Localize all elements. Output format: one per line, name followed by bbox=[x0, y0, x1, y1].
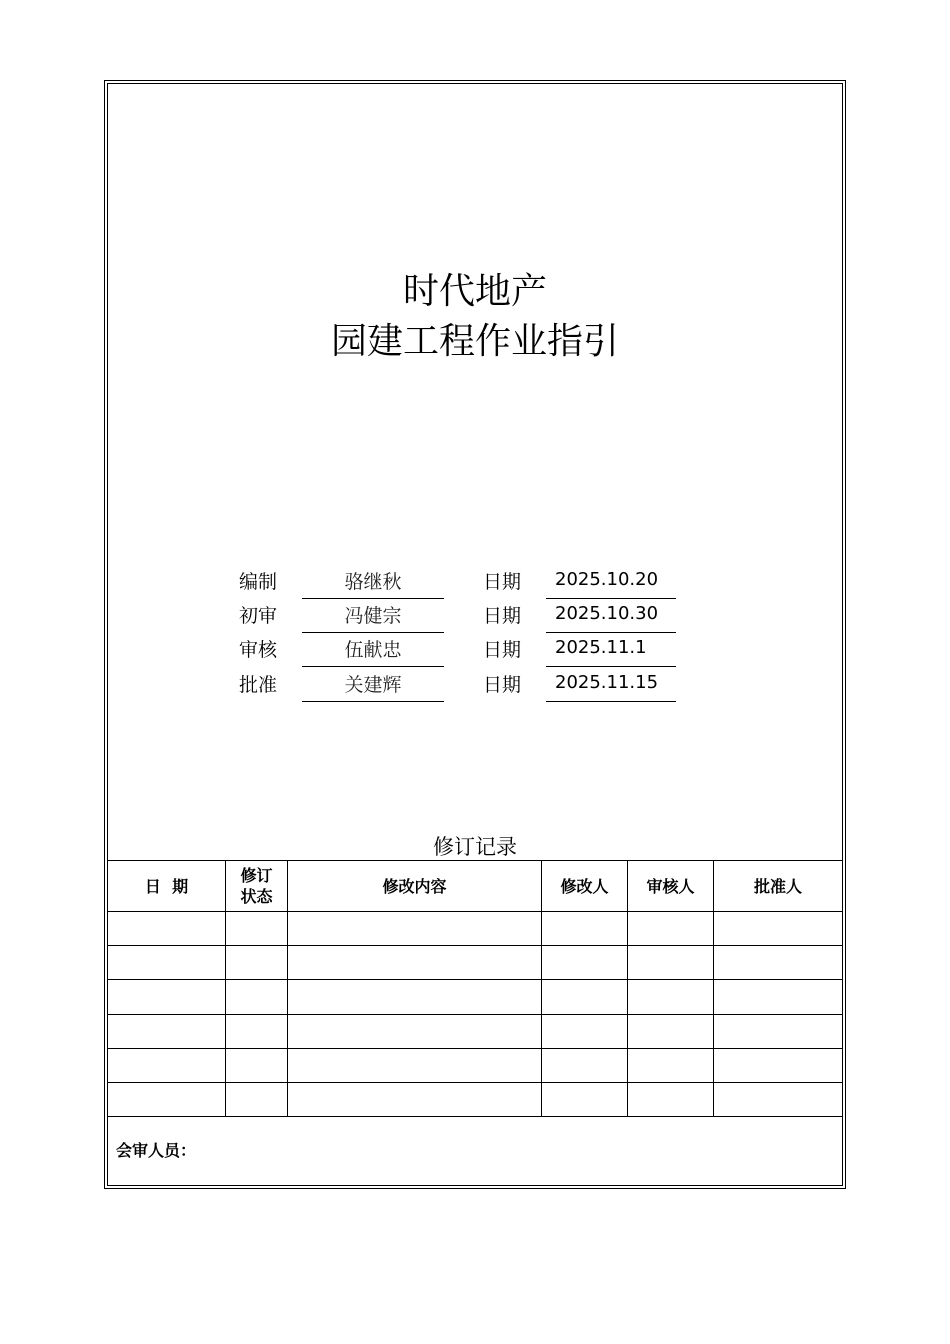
table-header-status-line1: 修订 bbox=[240, 866, 273, 885]
table-header-modifier: 修改人 bbox=[560, 876, 609, 896]
signoff-date-compile: 2025.10.20 bbox=[555, 569, 659, 590]
signoff-date-underline bbox=[546, 701, 676, 702]
signoff-name-underline bbox=[302, 701, 444, 702]
table-row bbox=[108, 1083, 842, 1116]
signoff-date-approve: 2025.11.15 bbox=[555, 672, 659, 693]
signoff-name-audit: 伍献忠 bbox=[344, 639, 402, 661]
table-row bbox=[108, 980, 842, 1014]
signoff-date-audit: 2025.11.1 bbox=[555, 637, 647, 658]
table-header-content: 修改内容 bbox=[382, 876, 447, 896]
signoff-role-approve: 批准 bbox=[239, 674, 278, 696]
table-header-approver: 批准人 bbox=[753, 876, 802, 896]
signoff-name-underline bbox=[302, 632, 444, 633]
joint-reviewers-label: 会审人员： bbox=[116, 1141, 197, 1160]
table-row bbox=[108, 1049, 842, 1082]
table-row bbox=[108, 1015, 842, 1048]
signoff-date-label: 日期 bbox=[483, 571, 522, 593]
table-header-reviewer: 审核人 bbox=[646, 876, 695, 896]
signoff-date-label: 日期 bbox=[483, 674, 522, 696]
signoff-date-label: 日期 bbox=[483, 639, 522, 661]
signoff-role-initial-review: 初审 bbox=[239, 605, 278, 627]
table-header-status bbox=[226, 861, 287, 911]
signoff-date-underline bbox=[546, 598, 676, 599]
table-row bbox=[108, 912, 842, 945]
signoff-name-underline bbox=[302, 666, 444, 667]
signoff-date-label: 日期 bbox=[483, 605, 522, 627]
signoff-date-underline bbox=[546, 666, 676, 667]
signoff-date-initial-review: 2025.10.30 bbox=[555, 603, 659, 624]
revision-record-title: 修订记录 bbox=[433, 835, 517, 859]
document-title-company: 时代地产 bbox=[402, 271, 547, 312]
table-rule bbox=[108, 1116, 842, 1117]
signoff-role-audit: 审核 bbox=[239, 639, 278, 661]
signoff-name-underline bbox=[302, 598, 444, 599]
document-title-main: 园建工程作业指引 bbox=[330, 321, 619, 362]
table-header-date: 日 期 bbox=[144, 876, 189, 896]
signoff-date-underline bbox=[546, 632, 676, 633]
table-row bbox=[108, 946, 842, 979]
signoff-name-compile: 骆继秋 bbox=[344, 571, 402, 593]
table-header-status-line2: 状态 bbox=[240, 887, 273, 906]
signoff-name-initial-review: 冯健宗 bbox=[344, 605, 402, 627]
signoff-name-approve: 关建辉 bbox=[344, 674, 402, 696]
signoff-role-compile: 编制 bbox=[239, 571, 278, 593]
